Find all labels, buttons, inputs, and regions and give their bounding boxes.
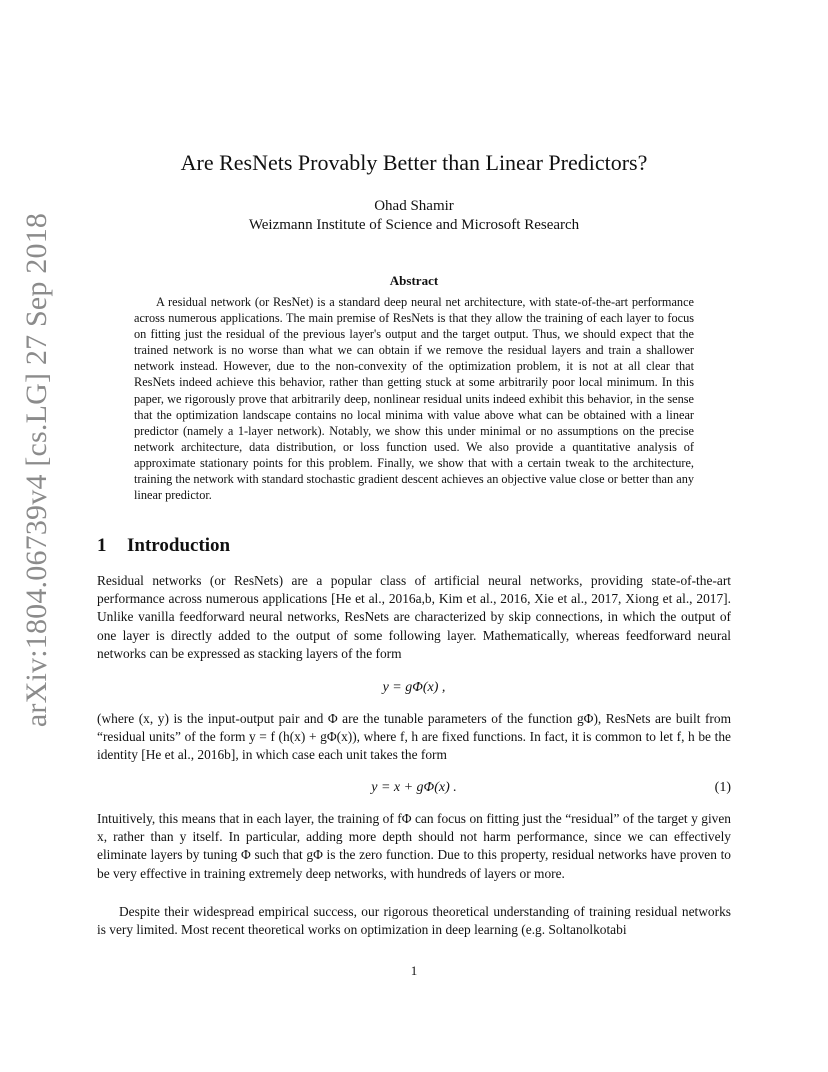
- section-title: Introduction: [127, 535, 231, 556]
- equation-feedforward-text: y = gΦ(x) ,: [382, 680, 446, 695]
- arxiv-stamp: [18, 212, 56, 728]
- abstract-heading: Abstract: [389, 273, 439, 288]
- equation-number: (1): [714, 780, 731, 795]
- equation-residual-text: y = x + gΦ(x) .: [371, 780, 457, 795]
- abstract-text: A residual network (or ResNet) is a standard deep neural net architecture, with state-of-the-art performance across numerous applications. The main premise of ResNets is that they allow the training of each layer to focus on fitting just the residual of the previous layer's output and the target output. Thus, we should expect that the trained network is no worse than what we can obtain if we remove the residual layers and train a shallower network instead. However, due to the non-convexity of the optimization problem, it is not at all clear that ResNets indeed achieve this behavior, rather than getting stuck at some arbitrarily poor local minimum. In this paper, we rigorously prove that arbitrarily deep, nonlinear residual units indeed exhibit this behavior, in the sense that the optimization landscape contains no local minima with value above what can be obtained with a linear predictor (namely a 1-layer network). Notably, we show this under minimal or no assumptions on the precise network architecture, data distribution, or loss function used. We also provide a quantitative analysis of approximate stationary points for this problem. Finally, we show that with a certain tweak to the architecture, training the network with standard stochastic gradient descent achieves an objective value close or better than any linear predictor.: [134, 295, 694, 503]
- arxiv-identifier: arXiv:1804.06739v4 [cs.LG] 27 Sep 2018: [20, 212, 54, 728]
- intro-paragraph-4: Despite their widespread empirical success, our rigorous theoretical understanding of training residual networks is very limited. Most recent theoretical works on optimization in deep learning (e.g. Soltanolkotabi: [97, 904, 731, 938]
- section-number: 1: [97, 535, 107, 556]
- intro-paragraph-3: Intuitively, this means that in each layer, the training of fΦ can focus on fitting just the “residual” of the target y given x, rather than y itself. In particular, adding more depth should not harm performance, since we can effectively eliminate layers by tuning Φ such that gΦ is the zero function. Due to this property, residual networks have proven to be very effective in training extremely deep networks, with hundreds of layers or more.: [97, 811, 732, 881]
- author-affiliation: Weizmann Institute of Science and Microsoft Research: [248, 217, 580, 233]
- section-heading: [97, 535, 230, 557]
- intro-paragraph-2: (where (x, y) is the input-output pair and Φ are the tunable parameters of the function gΦ), ResNets are built from “residual units” of the form y = f (h(x) + gΦ(x)), where f, h are fixed functions. In fact, it is common to let f, h be the identity [He et al., 2016b], in which case each unit takes the form: [97, 711, 731, 763]
- equation-feedforward: [97, 680, 731, 696]
- equation-residual: [97, 780, 731, 796]
- author-name: Ohad Shamir: [374, 198, 454, 214]
- page-number: 1: [410, 963, 418, 978]
- paper-title: Are ResNets Provably Better than Linear Predictors?: [180, 150, 648, 175]
- intro-paragraph-1: Residual networks (or ResNets) are a popular class of artificial neural networks, providing state-of-the-art performance across numerous applications [He et al., 2016a,b, Kim et al., 2016, Xie et al., 2017, Xiong et al., 2017]. Unlike vanilla feedforward neural networks, ResNets are characterized by skip connections, in which the output of one layer is directly added to the output of some following layer. Mathematically, whereas feedforward neural networks can be expressed as stacking layers of the form: [97, 573, 731, 661]
